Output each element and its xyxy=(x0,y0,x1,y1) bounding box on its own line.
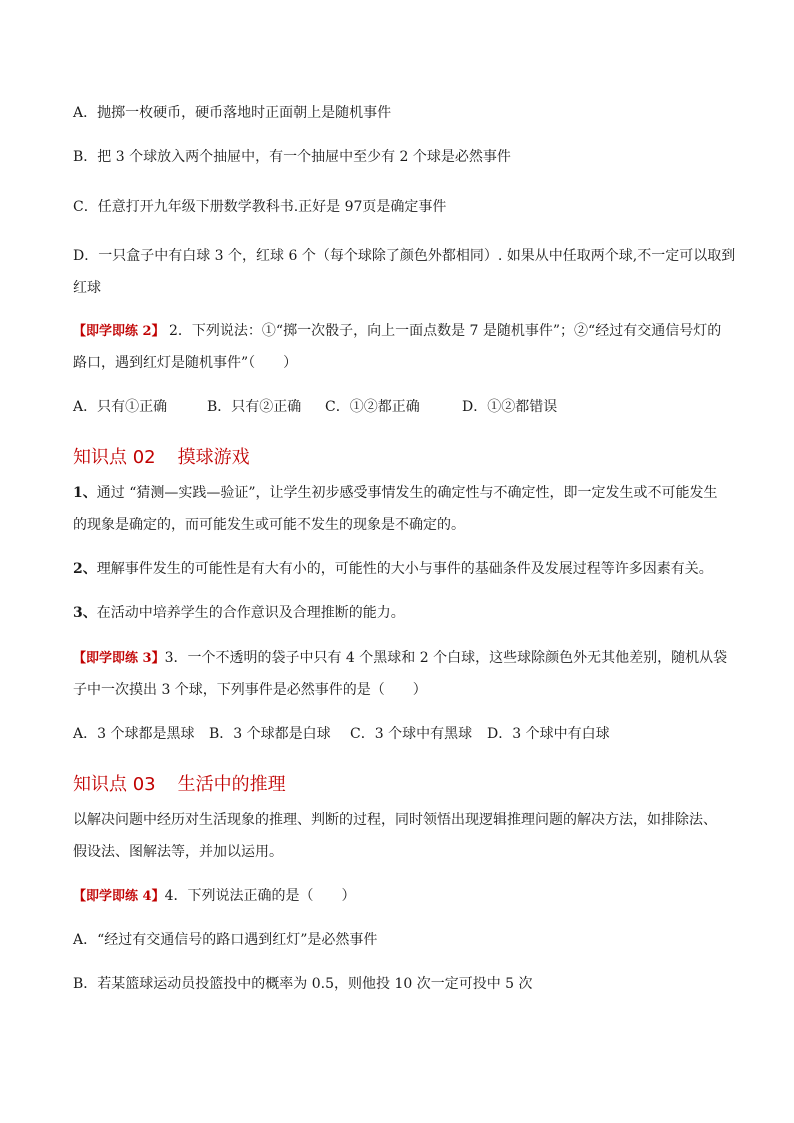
section-heading-02 xyxy=(73,445,250,471)
q1-option-d-line1: D．一只盒子中有白球 3 个，红球 6 个（每个球除了颜色外都相同）. 如果从中任取两个球,不一定可以取到 xyxy=(73,248,736,264)
q1-option-a: A．抛掷一枚硬币，硬币落地时正面朝上是随机事件 xyxy=(73,105,392,121)
q3-option-d: D．3 个球中有白球 xyxy=(487,726,610,742)
q2-option-b: B．只有②正确 xyxy=(207,399,302,415)
q1-option-c: C．任意打开九年级下册数学教科书.正好是 97页是确定事件 xyxy=(73,199,447,215)
section3-p-line1: 以解决问题中经历对生活现象的推理、判断的过程，同时领悟出现逻辑推理问题的解决方法，如排除法、 xyxy=(73,812,717,828)
q2-stem-line2: 路口，遇到红灯是随机事件”（ ） xyxy=(73,355,298,371)
section2-p1-line1: 1、通过 “猜测—实践—验证”，让学生初步感受事情发生的确定性与不确定性，即一定发生或不可能发生 xyxy=(73,485,718,501)
q2-tag: 【即学即练 2】 xyxy=(73,324,165,339)
q3-option-c: C．3 个球中有黑球 xyxy=(350,726,473,742)
q3-tag: 【即学即练 3】 xyxy=(73,651,165,666)
section2-p1-line2: 的现象是确定的，而可能发生或可能不发生的现象是不确定的。 xyxy=(73,517,465,533)
q3-options xyxy=(73,724,734,744)
q3-text: 3．一个不透明的袋子中只有 4 个黑球和 2 个白球，这些球除颜色外无其他差别，随机从袋 xyxy=(164,650,728,666)
q3-stem-line2: 子中一次摸出 3 个球，下列事件是必然事件的是（ ） xyxy=(73,682,427,698)
q4-option-a: A．“经过有交通信号的路口遇到红灯”是必然事件 xyxy=(73,932,378,948)
q2-option-d: D．①②都错误 xyxy=(462,399,558,415)
q4-text: 4．下列说法正确的是（ ） xyxy=(164,888,356,904)
q1-option-b: B．把 3 个球放入两个抽屉中，有一个抽屉中至少有 2 个球是必然事件 xyxy=(73,149,511,165)
q3-stem-line1 xyxy=(73,648,734,669)
q2-option-a: A．只有①正确 xyxy=(73,399,168,415)
section-title: 生活中的推理 xyxy=(177,774,286,795)
section-number: 知识点 03 xyxy=(73,774,156,795)
section-heading-03 xyxy=(73,772,286,798)
q3-option-a: A．3 个球都是黑球 xyxy=(73,726,195,742)
q2-text: 2．下列说法：①“掷一次骰子，向上一面点数是 7 是随机事件”；②“经过有交通信号灯的 xyxy=(164,323,722,339)
section2-p2: 2、理解事件发生的可能性是有大有小的，可能性的大小与事件的基础条件及发展过程等许多因素有关。 xyxy=(73,561,713,577)
section-title: 摸球游戏 xyxy=(177,447,250,468)
q4-option-b: B．若某篮球运动员投篮投中的概率为 0.5，则他投 10 次一定可投中 5 次 xyxy=(73,976,533,992)
section3-p-line2: 假设法、图解法等，并加以运用。 xyxy=(73,844,283,860)
q2-options xyxy=(73,397,734,417)
q2-stem-line1 xyxy=(73,321,734,342)
section2-p3: 3、在活动中培养学生的合作意识及合理推断的能力。 xyxy=(73,605,405,621)
q3-option-b: B．3 个球都是白球 xyxy=(209,726,331,742)
q2-option-c: C．①②都正确 xyxy=(325,399,420,415)
section-number: 知识点 02 xyxy=(73,447,156,468)
q4-stem xyxy=(73,886,734,907)
q1-option-d-line2: 红球 xyxy=(73,280,101,296)
q4-tag: 【即学即练 4】 xyxy=(73,889,165,904)
